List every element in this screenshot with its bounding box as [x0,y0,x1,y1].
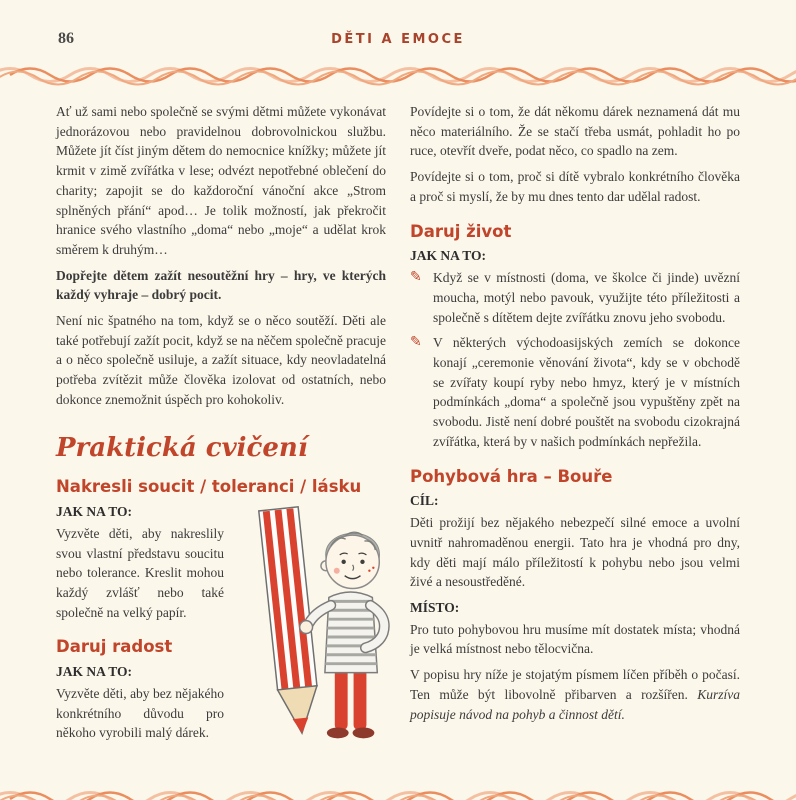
left-column [56,102,386,749]
list-item [410,333,740,451]
intro-bold-paragraph: Dopřejte dětem zažít nesoutěžní hry – hry, ve kterých každý vyhraje – dobrý pocit. [56,267,386,303]
list-item [410,268,740,327]
content-columns [0,88,796,749]
note-roman: V popisu hry níže je stojatým písmem líčen příběh o počasí. Ten může být libovolně přibarven a rozšířen. [410,667,740,702]
bullet-text: Když se v místnosti (doma, ve školce či jinde) uvězní moucha, motýl nebo pavouk, využijte této příležitosti a společně s dítětem dejte zvířátku znovu jeho svobodu. [433,270,740,325]
right-column [410,102,740,749]
exercise3-title: Daruj život [410,221,512,241]
exercise1-text: Vyzvěte děti, aby nakreslily svou vlastní představu soucitu nebo tolerance. Kreslit mohou každý zvlášť nebo také společně na velký papír. [56,525,224,620]
section-title: Praktická cvičení [56,432,308,463]
decorative-wave-bottom [0,786,796,800]
gift-paragraph-2: Povídejte si o tom, proč si dítě vybralo konkrétního člověka a proč si myslí, že by mu dnes tento dar udělal radost. [410,169,740,204]
boy-with-giant-pencil-illustration [228,502,404,768]
exercise1-how-label: JAK NA TO: [56,504,133,520]
pencil-bullet-icon: ✎ [410,270,422,286]
exercise4-goal-text: Děti prožijí bez nějakého nebezpečí silné emoce a uvolní uvnitř nahromaděnou energii. Tato hra je vhodná pro dny, kdy děti mají málo příležitostí k pohybu nebo jsou velmi živé a nesoustředěné. [410,515,740,590]
exercise4-place-label: MÍSTO: [410,600,460,615]
page-number: 86 [58,30,74,47]
exercise4-place-text: Pro tuto pohybovou hru musíme mít dostatek místa; vhodná je velká místnost nebo tělocvična. [410,621,740,657]
exercise2-title: Daruj radost [56,637,173,657]
pencil-bullet-icon: ✎ [410,335,422,351]
boy-figure [300,532,387,738]
exercise1-title: Nakresli soucit / toleranci / lásku [56,477,362,497]
note-italic: Kurzíva popisuje návod na pohyb a činnost dětí. [410,686,740,722]
exercise3-how-label: JAK NA TO: [410,248,487,264]
intro-paragraph-2: Není nic špatného na tom, když se o něco soutěží. Děti ale také potřebují zažít pocit, když se na něčem společně pracuje a o něco společně usiluje, a zažít situace, kdy neovladatelná potřeba zvítězit může člověka izolovat od ostatních, nebo dokonce znemožnit úspěch pro kohokoliv. [56,313,386,407]
exercise2-text: Vyzvěte děti, aby bez nějakého konkrétního důvodu pro někoho vyrobili malý dárek. [56,686,224,741]
gift-paragraph-1: Povídejte si o tom, že dát někomu dárek neznamená dát mu něco materiálního. Že se stačí třeba usmát, pohladit ho po ruce, otevřít dveře, podat něco, co spadlo na zem. [410,104,740,159]
bullet-text: V některých východoasijských zemích se dokonce konají „ceremonie věnování života“, kdy se v obchodě se zvířaty koupí ryby nebo hmyz, který je v místních podmínkách „doma“ a společně jsou vypuštěny zpět na svobodu. Jistě není dobré pouštět na svobodu cizokrajná zvířátka, která by v našich podmínkách nepřežila. [433,335,740,449]
exercise4-goal-label: CÍL: [410,493,439,509]
exercise4-title: Pohybová hra – Bouře [410,466,613,486]
running-head-title: DĚTI A EMOCE [331,32,465,47]
exercise4-note [410,665,740,724]
intro-paragraph-1: Ať už sami nebo společně se svými dětmi můžete vykonávat jednorázovou nebo pravidelnou dobrovolnickou službu. Můžete jít číst jiným dětem do nemocnice knížky; můžete jít krmit v zimě zvířátka v lese; odvézt nepotřebné oblečení do charity; zapojit se do každoroční vánoční akce „Strom splněných přání“ apod… Je tolik možností, jak překročit hranice svého vlastního „doma“ nebo „moje“ a udělat krok směrem k druhým… [56,104,386,257]
decorative-wave-top [0,62,796,88]
exercise2-how-label: JAK NA TO: [56,664,133,680]
page-header [0,0,796,52]
